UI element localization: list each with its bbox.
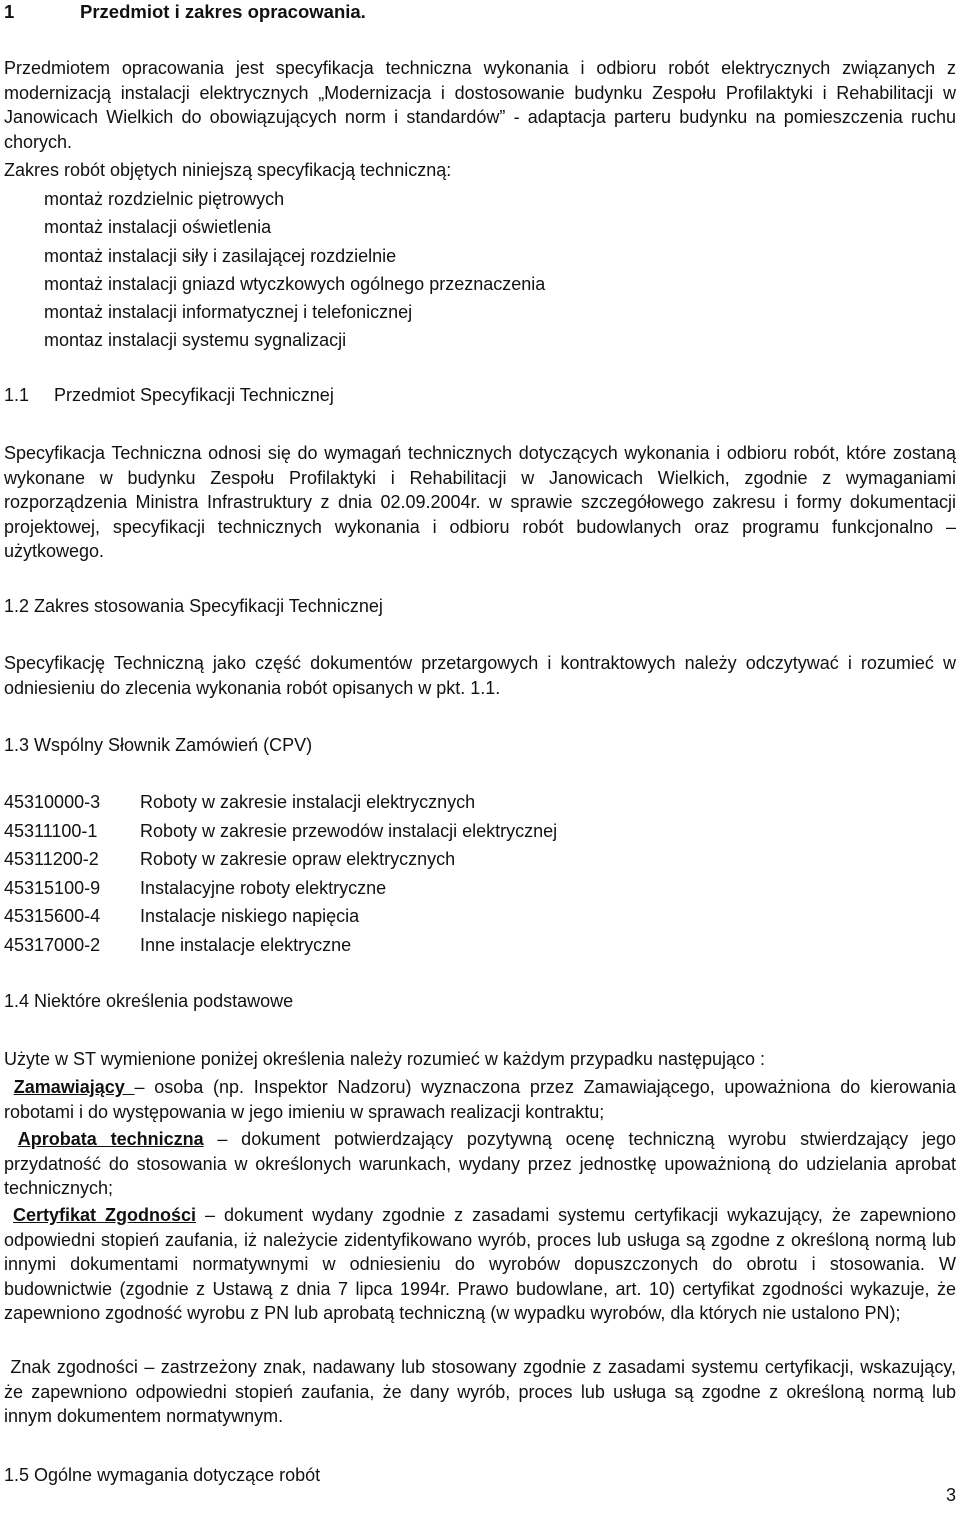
- cpv-code: 45311100-1: [4, 820, 98, 841]
- section-1-1-body: Specyfikacja Techniczna odnosi się do wymagań technicznych dotyczących wykonania i odbioru robót, które zostaną wykonane w budynku Zespołu Profilaktyki i Rehabilitacji w Janowicach Wielkich, zgodnie z wymaganiami rozporządzenia Ministra Infrastruktury z dnia 02.09.2004r. w sprawie szczegółowego zakresu i formy dokumentacji projektowej, specyfikacji technicznych wykonania i odbioru robót budowlanych oraz programu funkcjonalno – użytkowego.: [4, 443, 956, 561]
- definition-term: Certyfikat Zgodności: [13, 1205, 197, 1225]
- definition-text: – zastrzeżony znak, nadawany lub stosowany zgodnie z zasadami systemu certyfikacji, wskazujący, że zapewniono odpowiedni stopień zaufania, że dany wyrób, proces lub usługa są zgodne z określoną normą lub innym dokumentem normatywnym.: [4, 1357, 956, 1426]
- cpv-desc: Roboty w zakresie instalacji elektrycznych: [140, 792, 476, 812]
- scope-intro: Zakres robót objętych niniejszą specyfikacją techniczną:: [4, 160, 452, 180]
- list-item: montaż instalacji siły i zasilającej rozdzielnie: [44, 245, 397, 266]
- page-number: 3: [945, 1485, 956, 1505]
- definition-term: Znak zgodności: [10, 1357, 138, 1377]
- definition-term: Zamawiający: [13, 1077, 135, 1097]
- cpv-desc: Instalacje niskiego napięcia: [140, 906, 360, 927]
- heading-title: Przedmiot i zakres opracowania.: [80, 1, 366, 22]
- cpv-row: [4, 788, 956, 817]
- list-item: montaż instalacji gniazd wtyczkowych ogólnego przeznaczenia: [44, 273, 546, 294]
- cpv-desc: Inne instalacje elektryczne: [140, 934, 352, 955]
- section-1-4-intro: Użyte w ST wymienione poniżej określenia należy rozumieć w każdym przypadku następująco :: [4, 1049, 766, 1069]
- list-item: montaz instalacji systemu sygnalizacji: [44, 330, 347, 351]
- heading-number: 1: [4, 1, 15, 22]
- cpv-row: [4, 817, 956, 846]
- definition-term: Aprobata techniczna: [17, 1129, 204, 1149]
- section-1-3-heading: 1.3 Wspólny Słownik Zamówień (CPV): [4, 735, 313, 755]
- list-item: montaż instalacji informatycznej i telefonicznej: [44, 302, 413, 323]
- cpv-row: [4, 931, 956, 960]
- cpv-desc: Roboty w zakresie opraw elektrycznych: [140, 849, 456, 870]
- list-item: montaż instalacji oświetlenia: [44, 217, 272, 238]
- definition-certyfikat: [4, 1203, 956, 1326]
- list-item: montaż rozdzielnic piętrowych: [44, 189, 285, 209]
- definition-text: – dokument wydany zgodnie z zasadami systemu certyfikacji wykazujący, że zapewniono odpowiedni stopień zaufania, iż należycie zidentyfikowano wyrób, proces lub usługa są zgodne z określoną normą lub innymi dokumentami normatywnymi w odniesieniu do wyrobów dopuszczonych do obrotu i stosowania. W budownictwie (zgodnie z Ustawą z dnia 7 lipca 1994r. Prawo budowlane, art. 10) certyfikat zgodności wykazuje, że zapewniono zgodność wyrobu z PN lub aprobatą techniczną (w wypadku wyrobów, dla których nie ustalono PN);: [4, 1205, 956, 1323]
- section-1-5-heading: 1.5 Ogólne wymagania dotyczące robót: [4, 1465, 321, 1485]
- definition-aprobata: [4, 1127, 956, 1201]
- intro-paragraph: Przedmiotem opracowania jest specyfikacja techniczna wykonania i odbioru robót elektrycznych związanych z modernizacją instalacji elektrycznych „Modernizacja i dostosowanie budynku Zespołu Profilaktyki i Rehabilitacji w Janowicach Wielkich do obowiązujących norm i standardów” - adaptacja parteru budynku na pomieszczenia ruchu chorych.: [4, 58, 956, 152]
- cpv-row: [4, 902, 956, 931]
- section-1-4-heading: 1.4 Niektóre określenia podstawowe: [4, 991, 294, 1011]
- section-1-1-heading: 1.1 Przedmiot Specyfikacji Technicznej: [4, 385, 334, 405]
- section-1-2-body: Specyfikację Techniczną jako część dokumentów przetargowych i kontraktowych należy odczytywać i rozumieć w odniesieniu do zlecenia wykonania robót opisanych w pkt. 1.1.: [4, 653, 956, 698]
- cpv-code: 45311200-2: [4, 849, 99, 870]
- cpv-desc: Instalacyjne roboty elektryczne: [140, 877, 387, 898]
- cpv-table: [4, 788, 956, 960]
- definition-text: – osoba (np. Inspektor Nadzoru) wyznaczona przez Zamawiającego, upoważniona do kierowania robotami i do występowania w jego imieniu w sprawach realizacji kontraktu;: [4, 1077, 956, 1122]
- section-heading: [4, 0, 956, 25]
- section-1-2-heading: 1.2 Zakres stosowania Specyfikacji Technicznej: [4, 596, 383, 616]
- cpv-code: 45317000-2: [4, 934, 101, 955]
- scope-list: [4, 185, 956, 355]
- cpv-row: [4, 874, 956, 903]
- cpv-code: 45315100-9: [4, 877, 101, 898]
- cpv-row: [4, 845, 956, 874]
- cpv-code: 45315600-4: [4, 906, 101, 927]
- definition-zamawiajacy: [4, 1075, 956, 1124]
- cpv-code: 45310000-3: [4, 792, 101, 812]
- cpv-desc: Roboty w zakresie przewodów instalacji elektrycznej: [140, 820, 558, 841]
- definition-znak: [4, 1355, 956, 1429]
- definition-text: – dokument potwierdzający pozytywną ocenę techniczną wyrobu stwierdzający jego przydatność do stosowania w określonych warunkach, wydany przez jednostkę upoważnioną do udzielania aprobat technicznych;: [4, 1129, 956, 1198]
